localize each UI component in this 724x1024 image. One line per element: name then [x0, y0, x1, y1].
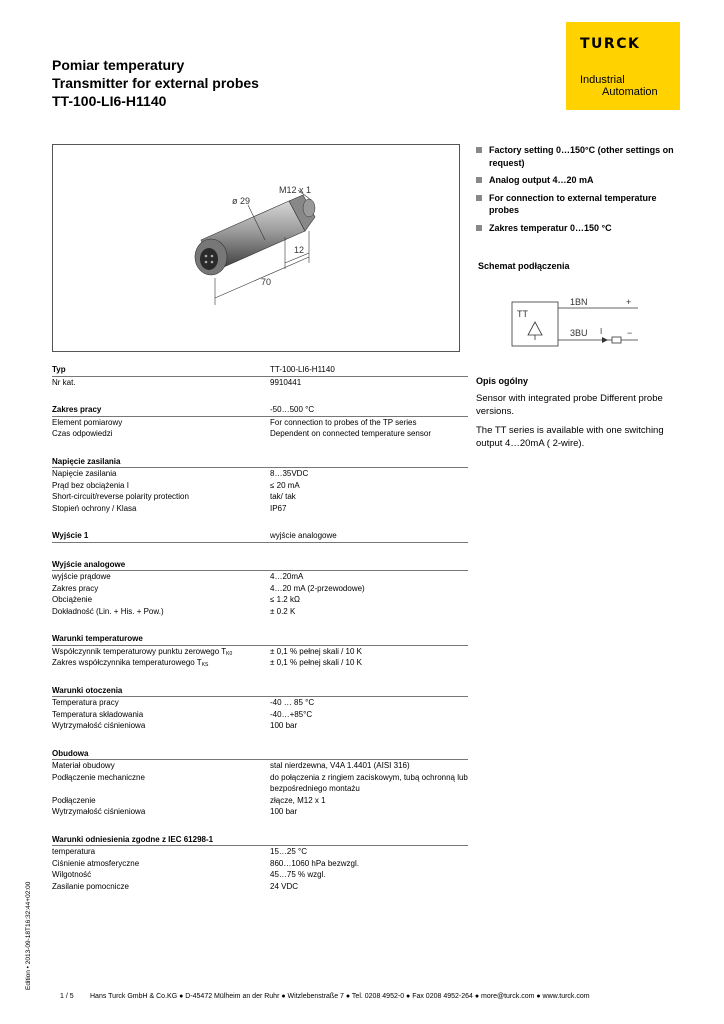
spec-row: Ciśnienie atmosferyczne 860…1060 hPa bezwzgl.: [52, 858, 359, 868]
sensor-body: [195, 195, 315, 275]
page-title: [52, 56, 259, 110]
section-head: Napięcie zasilania: [52, 456, 468, 469]
spec-row: Zakres pracy 4…20 mA (2-przewodowe): [52, 583, 365, 593]
wiring-schematic: [508, 292, 644, 354]
title-line-2: Transmitter for external probes: [52, 75, 259, 91]
spec-row: Typ TT-100-LI6-H1140: [52, 364, 468, 377]
dim-70: 70: [261, 277, 272, 287]
spec-row: Podłączenie złącze, M12 x 1: [52, 795, 326, 805]
wire-bn: 1BN: [570, 297, 588, 307]
spec-row: Wytrzymałość ciśnieniowa 100 bar: [52, 807, 298, 816]
spec-row: Napięcie zasilania 8…35VDC: [52, 469, 309, 478]
spec-row: Wilgotność 45…75 % wzgl.: [52, 870, 326, 879]
section-head: Warunki otoczenia: [52, 685, 468, 698]
spec-row: Element pomiarowy For connection to probes of the TP series: [52, 417, 417, 427]
bullet-icon: [476, 225, 482, 231]
spec-row: wyjście prądowe 4…20mA: [52, 572, 304, 581]
feature-item: Analog output 4…20 mA: [476, 174, 688, 187]
spec-row: Podłączenie mechaniczne do połączenia z ringiem zaciskowym, tubą ochronną lub bezpośredniego montażu: [52, 772, 468, 793]
dim-diameter: ø 29: [232, 196, 251, 206]
dim-12: 12: [294, 245, 305, 255]
page-number: 1 / 5: [60, 993, 74, 1000]
spec-row: Zasilanie pomocnicze 24 VDC: [52, 881, 299, 891]
spec-table: [52, 364, 468, 892]
arrow-icon: [602, 337, 608, 343]
description: [476, 392, 688, 456]
bullet-icon: [476, 195, 482, 201]
sensor-triangle-icon: [528, 322, 542, 335]
dim-m12: M12 x 1: [279, 185, 312, 195]
spec-row: Temperatura składowania -40…+85°C: [52, 709, 313, 719]
minus-sign: −: [627, 328, 633, 338]
spec-row: Prąd bez obciążenia I ≤ 20 mA: [52, 480, 300, 490]
section-head: Warunki temperaturowe: [52, 633, 468, 646]
current-label: I: [600, 327, 603, 336]
feature-item: For connection to external temperature probes: [476, 192, 688, 217]
logo-industrial: Industrial: [580, 74, 625, 86]
feature-item: Zakres temperatur 0…150 °C: [476, 222, 688, 235]
spec-row: Stopień ochrony / Klasa IP67: [52, 503, 287, 513]
feature-item: Factory setting 0…150°C (other settings on request): [476, 144, 688, 169]
spec-row: Wytrzymałość ciśnieniowa 100 bar: [52, 721, 298, 730]
spec-row: Nr kat. 9910441: [52, 377, 302, 387]
title-line-3: TT-100-LI6-H1140: [52, 93, 167, 109]
edition-stamp: Edition • 2013-09-18T16:32:44+02:00: [25, 881, 32, 990]
spec-row: Temperatura pracy -40 … 85 °C: [52, 698, 315, 707]
description-title: Opis ogólny: [476, 376, 529, 386]
title-line-1: Pomiar temperatury: [52, 57, 185, 73]
spec-row: Short-circuit/reverse polarity protection tak/ tak: [52, 492, 296, 501]
spec-row: Obciążenie ≤ 1.2 kΩ: [52, 595, 300, 604]
logo-brand: TURCK: [580, 36, 641, 52]
footer-contact: Hans Turck GmbH & Co.KG ● D-45472 Mülheim an der Ruhr ● Witzlebenstraße 7 ● Tel. 0208 4952-0 ● Fax 0208 4952-264 ● more@turck.com ● www.turck.com: [90, 993, 590, 1000]
product-drawing-svg: [53, 145, 459, 351]
footer: [60, 993, 590, 1000]
section-head: Obudowa: [52, 748, 468, 761]
spec-row: Współczynnik temperaturowy punktu zerowego $T_{K0}$ ± 0,1 % pełnej skali / 10 K: [52, 646, 362, 657]
spec-row: Wyjście 1 wyjście analogowe: [52, 530, 468, 543]
description-p1: Sensor with integrated probe Different probe versions.: [476, 393, 663, 417]
section-head: Wyjście analogowe: [52, 559, 468, 572]
description-p2: The TT series is available with one switching output 4…20mA ( 2-wire).: [476, 425, 664, 449]
spec-row: temperatura 15…25 °C: [52, 847, 307, 856]
feature-list: [476, 144, 688, 239]
wire-bu: 3BU: [570, 328, 588, 338]
bullet-icon: [476, 177, 482, 183]
resistor-icon: [612, 337, 621, 343]
logo-automation: Automation: [602, 86, 658, 98]
bullet-icon: [476, 147, 482, 153]
schematic-title: Schemat podłączenia: [478, 261, 570, 271]
spec-row: Zakres współczynnika temperaturowego $T_{KS}$ ± 0,1 % pełnej skali / 10 K: [52, 658, 362, 668]
spec-row: Zakres pracy -50…500 °C: [52, 404, 468, 417]
spec-row: Czas odpowiedzi Dependent on connected temperature sensor: [52, 429, 431, 438]
section-head: Warunki odniesienia zgodne z IEC 61298-1: [52, 834, 468, 847]
spec-row: Dokładność (Lin. + His. + Pow.) ± 0.2 K: [52, 606, 296, 616]
spec-row: Materiał obudowy stal nierdzewna, V4A 1.4401 (AISI 316): [52, 761, 410, 770]
product-drawing: [52, 144, 460, 352]
turck-logo: [566, 22, 680, 110]
schematic-tt: TT: [517, 309, 528, 319]
plus-sign: +: [626, 297, 632, 307]
